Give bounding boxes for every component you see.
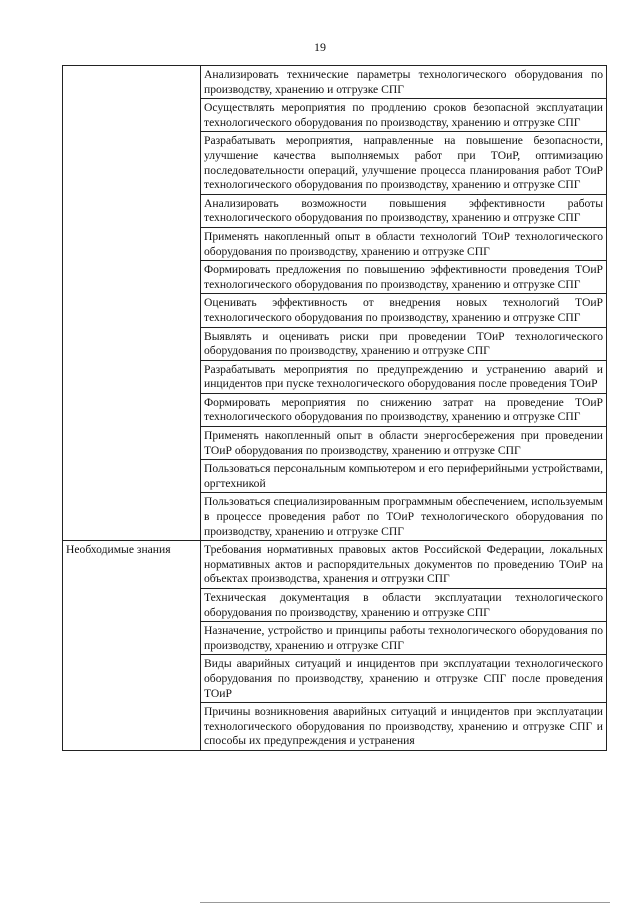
table-cell-skill: Разрабатывать мероприятия по предупреждению и устранению аварий и инцидентов при пуске технологического оборудования после проведения ТОиР — [201, 360, 607, 393]
table-cell-skill: Применять накопленный опыт в области технологий ТОиР технологического оборудования по производству, хранению и отгрузке СПГ — [201, 227, 607, 260]
table-cell-skill: Разрабатывать мероприятия, направленные на повышение безопасности, улучшение качества выполняемых работ при ТОиР, оптимизацию последовательности операций, улучшение процесса планирования работ ТОиР технологического оборудования по производству, хранению и отгрузке СПГ — [201, 132, 607, 194]
table-cell-skill: Формировать мероприятия по снижению затрат на проведение ТОиР технологического оборудования по производству, хранению и отгрузке СПГ — [201, 393, 607, 426]
table-cell-skill: Анализировать технические параметры технологического оборудования по производству, хранению и отгрузке СПГ — [201, 66, 607, 99]
requirements-table — [62, 65, 607, 751]
table-cell-knowledge: Причины возникновения аварийных ситуаций и инцидентов при эксплуатации технологического оборудования по производству, хранению и отгрузке СПГ и способы их предупреждения и устранения — [201, 703, 607, 751]
table-cell-knowledge: Виды аварийных ситуаций и инцидентов при эксплуатации технологического оборудования по производству, хранению и отгрузке СПГ после проведения ТОиР — [201, 655, 607, 703]
table-cell-knowledge: Требования нормативных правовых актов Российской Федерации, локальных нормативных актов и распорядительных документов по проведению ТОиР на объектах производства, хранения и отгрузки СПГ — [201, 541, 607, 589]
table-cell-skill: Осуществлять мероприятия по продлению сроков безопасной эксплуатации технологического оборудования по производству, хранению и отгрузке СПГ — [201, 99, 607, 132]
table-row — [63, 66, 607, 99]
row-label — [63, 66, 201, 541]
table-cell-knowledge: Назначение, устройство и принципы работы технологического оборудования по производству, хранению и отгрузке СПГ — [201, 622, 607, 655]
table-cell-skill: Выявлять и оценивать риски при проведении ТОиР технологического оборудования по производству, хранению и отгрузке СПГ — [201, 327, 607, 360]
table-cell-skill: Формировать предложения по повышению эффективности проведения ТОиР технологического оборудования по производству, хранению и отгрузке СПГ — [201, 261, 607, 294]
table-cell-knowledge: Техническая документация в области эксплуатации технологического оборудования по производству, хранению и отгрузке СПГ — [201, 589, 607, 622]
table-row — [63, 541, 607, 589]
table-cell-skill: Анализировать возможности повышения эффективности работы технологического оборудования по производству, хранению и отгрузке СПГ — [201, 194, 607, 227]
page-number: 19 — [314, 40, 326, 54]
table-cell-skill: Пользоваться персональным компьютером и его периферийными устройствами, оргтехникой — [201, 460, 607, 493]
table-cell-skill: Оценивать эффективность от внедрения новых технологий ТОиР технологического оборудования по производству, хранению и отгрузке СПГ — [201, 294, 607, 327]
table-cell-skill: Пользоваться специализированным программным обеспечением, используемым в процессе проведения работ по ТОиР технологического оборудования по производству, хранению и отгрузке СПГ — [201, 493, 607, 541]
row-label-required-knowledge: Необходимые знания — [63, 541, 201, 751]
table-cell-skill: Применять накопленный опыт в области энергосбережения при проведении ТОиР оборудования по производству, хранению и отгрузке СПГ — [201, 427, 607, 460]
page-bottom-divider — [200, 902, 610, 903]
